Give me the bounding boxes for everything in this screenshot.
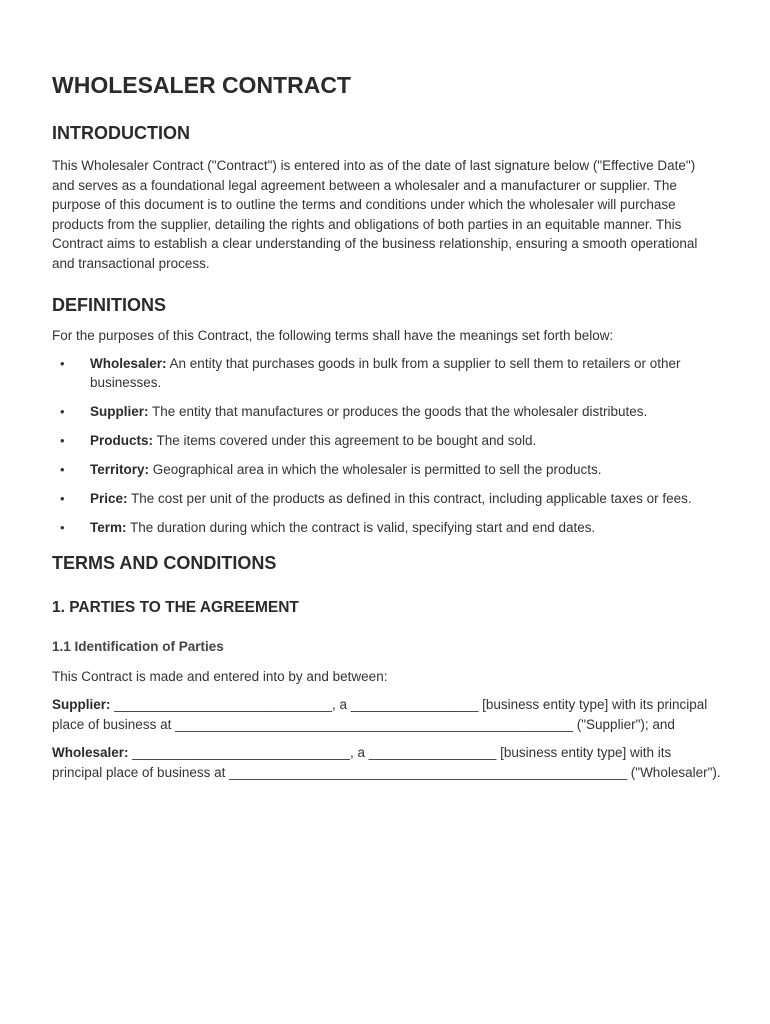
definitions-lead: For the purposes of this Contract, the following terms shall have the meanings set forth below: [52,328,614,343]
bullet-icon: • [60,520,65,535]
wholesaler-label: Wholesaler: [52,745,129,760]
definitions-list [52,354,722,538]
list-item [52,489,720,509]
definition-term: Supplier: [90,404,149,419]
identification-heading: 1.1 Identification of Parties [52,638,224,654]
bullet-icon: • [60,462,65,477]
definition-term: Term: [90,520,127,535]
list-item [52,402,720,422]
definition-text: The duration during which the contract is valid, specifying start and end dates. [126,520,596,535]
definition-term: Products: [90,433,154,448]
wholesaler-clause [52,743,722,782]
bullet-icon: • [60,404,65,419]
bullet-icon: • [60,355,65,371]
bullet-icon: • [60,433,65,448]
document-title: WHOLESALER CONTRACT [52,72,351,98]
list-item [52,354,720,393]
terms-heading: TERMS AND CONDITIONS [52,552,277,573]
definition-text: The items covered under this agreement to be bought and sold. [153,433,537,448]
wholesaler-text: _____________________________, a _________________ [business entity type] with its principal place of business at _____________________________________________________ ("Wholesaler"). [52,745,721,780]
list-item [52,518,720,538]
supplier-label: Supplier: [52,697,111,712]
document-page [52,70,722,782]
definition-text: The cost per unit of the products as defined in this contract, including applicable taxes or fees. [127,491,692,506]
definition-text: Geographical area in which the wholesaler is permitted to sell the products. [149,462,602,477]
list-item [52,431,720,451]
introduction-heading: INTRODUCTION [52,123,190,143]
definition-term: Price: [90,491,128,506]
supplier-text: _____________________________, a _________________ [business entity type] with its principal place of business at _____________________________________________________ ("Supplier"); and [52,697,708,732]
supplier-clause [52,695,722,734]
introduction-text: This Wholesaler Contract ("Contract") is entered into as of the date of last signature below ("Effective Date") and serves as a foundational legal agreement between a wholesaler and a manufacturer or supplier. The purpose of this document is to outline the terms and conditions under which the wholesaler will purchase products from the supplier, detailing the rights and obligations of both parties in an equitable manner. This Contract aims to establish a clear understanding of the business relationship, ensuring a smooth operational and transactional process. [52,158,698,271]
bullet-icon: • [60,491,65,506]
definition-term: Wholesaler: [90,355,167,371]
definition-text: An entity that purchases goods in bulk from a supplier to sell them to retailers or other businesses. [90,355,681,390]
definition-term: Territory: [90,462,150,477]
definition-text: The entity that manufactures or produces the goods that the wholesaler distributes. [148,404,648,419]
list-item [52,460,720,480]
parties-intro-text: This Contract is made and entered into by and between: [52,668,388,684]
parties-heading: 1. PARTIES TO THE AGREEMENT [52,598,299,616]
definitions-heading: DEFINITIONS [52,295,167,315]
